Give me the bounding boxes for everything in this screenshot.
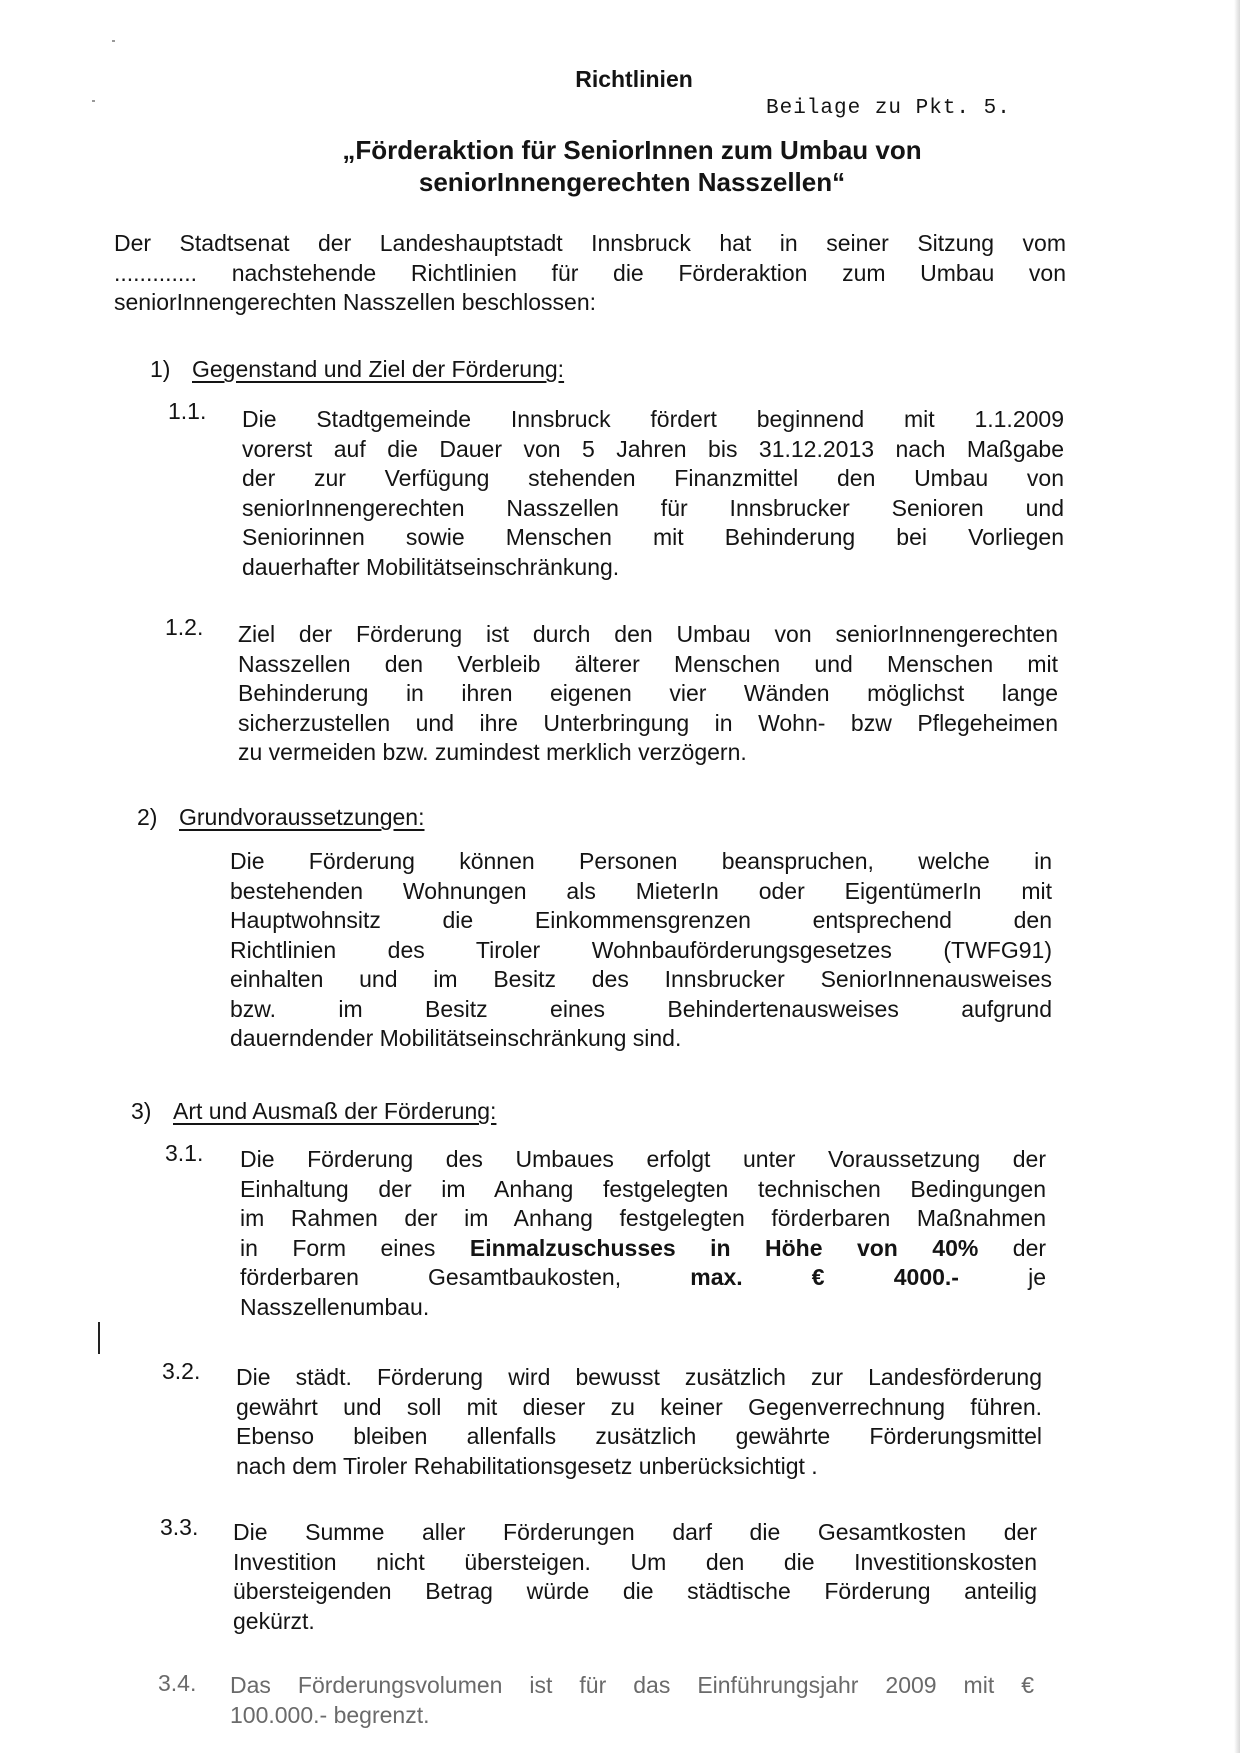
intro-paragraph — [114, 229, 1066, 318]
item-1-1-paragraph — [242, 405, 1064, 582]
paragraph-line: bzw. im Besitz eines Behindertenausweises aufgrund — [230, 995, 1052, 1022]
paragraph-line: Ebenso bleiben allenfalls zusätzlich gewährte Förderungsmittel — [236, 1423, 1042, 1449]
section-number: 2) — [137, 804, 158, 830]
section-1-heading — [150, 356, 564, 383]
item-number: 1.1. — [168, 398, 207, 424]
text-fragment: in Form eines — [240, 1234, 436, 1261]
item-number: 3.1. — [165, 1140, 204, 1166]
section-2-paragraph — [230, 847, 1052, 1054]
paragraph-line: im Rahmen der im Anhang festgelegten förderbaren Maßnahmen — [240, 1205, 1046, 1231]
paragraph-line: Investition nicht übersteigen. Um den die Investitionskosten — [233, 1548, 1037, 1575]
section-3-heading — [131, 1098, 496, 1125]
paragraph-line: gekürzt. — [233, 1607, 315, 1634]
paragraph-line: Hauptwohnsitz die Einkommensgrenzen entsprechend den — [230, 907, 1052, 933]
item-3-2-paragraph — [236, 1363, 1042, 1481]
max-amount-bold: max. € 4000.- — [690, 1264, 959, 1290]
attachment-note: Beilage zu Pkt. 5. — [766, 97, 1011, 120]
item-1-2-paragraph — [238, 620, 1058, 768]
paragraph-line: Die Summe aller Förderungen darf die Gesamtkosten der — [233, 1519, 1037, 1545]
section-number: 3) — [131, 1098, 152, 1124]
paragraph-line: seniorInnengerechten Nasszellen für Innsbrucker Senioren und — [242, 494, 1064, 521]
subsidy-amount-bold: Einmalzuschusses in Höhe von 40% — [469, 1234, 979, 1261]
section-title: Gegenstand und Ziel der Förderung: — [192, 356, 565, 382]
paragraph-line: Nasszellen den Verbleib älterer Menschen und Menschen mit — [238, 650, 1058, 677]
intro-line: Der Stadtsenat der Landeshauptstadt Innsbruck hat in seiner Sitzung vom — [114, 230, 1066, 256]
intro-line: ............. nachstehende Richtlinien für die Förderaktion zum Umbau von — [114, 259, 1066, 286]
scan-speck — [92, 100, 95, 102]
paragraph-line: Die Förderung des Umbaues erfolgt unter Voraussetzung der — [240, 1146, 1046, 1172]
paragraph-line: einhalten und im Besitz des Innsbrucker SeniorInnenausweises — [230, 966, 1052, 992]
text-fragment: je — [1028, 1264, 1047, 1290]
text-fragment: förderbaren Gesamtbaukosten, — [240, 1264, 622, 1290]
paragraph-line: Richtlinien des Tiroler Wohnbauförderungsgesetzes (TWFG91) — [230, 936, 1052, 963]
item-3-3-paragraph — [233, 1518, 1037, 1636]
document-title: Richtlinien — [575, 66, 693, 92]
paragraph-line — [240, 1234, 1046, 1264]
paragraph-line: Die Stadtgemeinde Innsbruck fördert beginnend mit 1.1.2009 — [242, 406, 1064, 432]
scan-edge — [1234, 0, 1240, 1753]
section-2-heading — [137, 804, 425, 831]
item-number: 3.2. — [162, 1358, 201, 1384]
item-3-4-paragraph — [230, 1671, 1034, 1730]
document-subtitle — [12, 134, 1240, 198]
paragraph-line: vorerst auf die Dauer von 5 Jahren bis 31.12.2013 nach Maßgabe — [242, 435, 1064, 462]
paragraph-line: gewährt und soll mit dieser zu keiner Gegenverrechnung führen. — [236, 1393, 1042, 1420]
paragraph-line: Ziel der Förderung ist durch den Umbau von seniorInnengerechten — [238, 621, 1058, 647]
paragraph-line: Die Förderung können Personen beanspruchen, welche in — [230, 848, 1052, 874]
subtitle-line: „Förderaktion für SeniorInnen zum Umbau von — [342, 135, 922, 165]
section-title: Art und Ausmaß der Förderung: — [173, 1098, 497, 1124]
paragraph-line: 100.000.- begrenzt. — [230, 1701, 430, 1728]
paragraph-line: Nasszellenumbau. — [240, 1293, 430, 1320]
paragraph-line: zu vermeiden bzw. zumindest merklich verzögern. — [238, 739, 747, 765]
paragraph-line: bestehenden Wohnungen als MieterIn oder EigentümerIn mit — [230, 877, 1052, 904]
paragraph-line: dauerhafter Mobilitätseinschränkung. — [242, 553, 620, 580]
margin-mark — [98, 1322, 100, 1354]
item-number: 3.4. — [158, 1670, 197, 1696]
item-number: 1.2. — [165, 614, 204, 640]
scan-speck — [112, 40, 115, 42]
section-number: 1) — [150, 356, 171, 382]
paragraph-line: Das Förderungsvolumen ist für das Einführungsjahr 2009 mit € — [230, 1672, 1034, 1698]
text-fragment: der — [1012, 1234, 1047, 1261]
paragraph-line: dauerndender Mobilitätseinschränkung sind. — [230, 1025, 682, 1051]
section-title: Grundvoraussetzungen: — [179, 804, 425, 830]
paragraph-line: Einhaltung der im Anhang festgelegten technischen Bedingungen — [240, 1175, 1046, 1202]
item-number: 3.3. — [160, 1514, 199, 1540]
item-3-1-paragraph — [240, 1145, 1046, 1322]
paragraph-line: übersteigenden Betrag würde die städtische Förderung anteilig — [233, 1578, 1037, 1604]
paragraph-line: Behinderung in ihren eigenen vier Wänden möglichst lange — [238, 680, 1058, 706]
paragraph-line: nach dem Tiroler Rehabilitationsgesetz unberücksichtigt . — [236, 1452, 818, 1479]
paragraph-line: sicherzustellen und ihre Unterbringung in Wohn- bzw Pflegeheimen — [238, 709, 1058, 736]
subtitle-line: seniorInnengerechten Nasszellen“ — [418, 167, 846, 197]
paragraph-line: Seniorinnen sowie Menschen mit Behinderung bei Vorliegen — [242, 524, 1064, 550]
intro-line: seniorInnengerechten Nasszellen beschlossen: — [114, 289, 597, 315]
paragraph-line — [240, 1263, 1046, 1293]
paragraph-line: der zur Verfügung stehenden Finanzmittel den Umbau von — [242, 465, 1064, 491]
paragraph-line: Die städt. Förderung wird bewusst zusätzlich zur Landesförderung — [236, 1364, 1042, 1390]
